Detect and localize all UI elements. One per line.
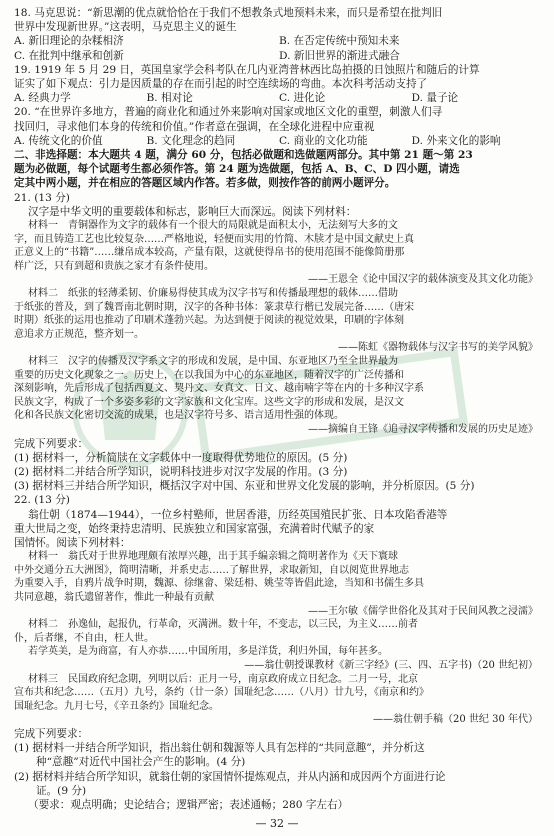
q18-options-row1 xyxy=(14,34,544,48)
q21-material2-line: 材料二 纸张的轻薄柔韧、价廉易得使其成为汉字书写和传播最理想的载体……借助 xyxy=(28,288,398,300)
q21-material1-line: 材料一 青铜器作为文字的载体有一个很大的局限就是面积太小，无法刻写大多的文 xyxy=(28,220,398,232)
q21-requirements-label: 完成下列要求： xyxy=(14,437,89,450)
q20-option-c: C. 商业的文化功能 xyxy=(279,134,368,147)
q21-heading: 21. (13 分) xyxy=(14,191,70,204)
q19-option-a: A. 经典力学 xyxy=(14,92,71,105)
q19-stem-line2: 证实了如下观点：引力是因质量的存在而引起的时空连续场的弯曲。本次科考活动支持了 xyxy=(14,78,428,91)
q21-requirement-1: (1) 据材料一，分析简牍在文字载体中一度取得优势地位的原因。(5 分) xyxy=(14,451,348,464)
section2-heading-line2: 题为必做题，每个试题考生都必须作答。第 24 题为选做题，包括 A、B、C、D 四小题，请选 xyxy=(14,163,460,176)
q21-material3-line: 重要的历史文化现象之一。历史上，在以我国为中心的东亚地区，随着汉字的广泛传播和 xyxy=(14,369,404,381)
q18-option-c: C. 在批判中继承和创新 xyxy=(14,49,124,62)
q22-intro-line: 国情怀。阅读下列材料： xyxy=(14,536,131,549)
q22-intro-line: 重大世局之变，始终秉持忠清明、民族独立和国家富强，充满着时代赋予的家 xyxy=(14,522,375,535)
q21-requirement-2: (2) 据材料二并结合所学知识，说明科技进步对汉字发展的作用。(3 分) xyxy=(14,465,348,478)
q22-material3-source: ——翁仕朝手稿（20 世纪 30 年代） xyxy=(373,714,538,726)
q21-material1-line: 正意义上的“书籍”……缣帛成本较高，产量有限，这就使得帛书的使用范围不能像简册那 xyxy=(14,247,405,259)
q19-stem-line1: 19. 1919 年 5 月 29 日，英国皇家学会科考队在几内亚湾普林西比岛拍摄的日蚀照片和随后的计算 xyxy=(14,63,480,76)
q20-stem-line2: 找回归，寻求他们本身的传统和价值。”作者意在强调，在全球化进程中应重视 xyxy=(14,120,375,133)
q21-material1-line: 字，而且铸造工艺也比较复杂……严格地说，轻便而实用的竹简、木牍才是中国文献史上真 xyxy=(14,233,414,245)
q22-material1-line: 为重要入手，自鸦片战争时期，魏源、徐继畲、梁廷枏、姚莹等皆倡此途，当知和书儒生多具 xyxy=(14,578,424,590)
q21-material2-source: ——陈虹《器物载体与汉字书写的美学风貌》 xyxy=(338,342,538,354)
q21-material2-line: 时期）纸张的运用也推动了印刷术蓬勃兴起。为达到便于阅读的视觉效果，印刷的字体刻 xyxy=(14,315,404,327)
q22-material1-line: 材料一 翁氏对于世界地理颇有浓厚兴趣，出于其手编亲辑之简明著作为《天下寰球 xyxy=(28,551,398,563)
q21-material2-line: 于纸张的普及，到了魏晋南北朝时期，汉字的各种书体：篆隶草行楷已发展完备……（唐宋 xyxy=(14,301,414,313)
q22-material2-source: ——翁仕朝授课教材《新三字经》(三、四、五字书)（20 世纪初） xyxy=(244,659,538,671)
q22-intro-line: 翁仕朝（1874—1944），一位乡村塾师，世居香港，历经英国殖民扩张、日本攻陷香港等 xyxy=(28,508,448,521)
q18-option-d: D. 新旧世界的渐进式融合 xyxy=(279,49,400,62)
q18-stem-line1: 18. 马克思说：“新思潮的优点就恰恰在于我们不想教条式地预料未来，而只是希望在批判旧 xyxy=(14,7,443,19)
q22-requirement-1-cont: 种“意趣”对近代中国社会产生的影响。(4 分) xyxy=(36,756,246,769)
q21-requirement-3: (3) 据材料三并结合所学知识，概括汉字对中国、东亚和世界文化发展的影响，并分析原因。(5 分) xyxy=(14,480,475,493)
q22-material2-line: 若学英美，是为商富，有人亦恭……中国所用，多是洋货，利归外国，每年甚多。 xyxy=(28,646,388,658)
q19-option-c: C. 进化论 xyxy=(279,92,326,105)
q21-material3-line: 深刻影响，先后形成了包括西夏文、契丹文、女真文、日文、越南喃字等在内的十多种汉字系 xyxy=(14,383,424,395)
q22-material1-line: 共同意趣，翁氏遗留著作，惟此一种最有贡献 xyxy=(14,591,214,603)
q22-material3-line: 宣布共和纪念……（五月）九号，条约（廿一条）国耻纪念……（八月）廿九号，《南京和约》 xyxy=(14,687,429,699)
q22-material3-line: 国耻纪念。九月七号，《辛丑条约》国耻纪念。 xyxy=(14,700,219,712)
q22-heading: 22. (13 分) xyxy=(14,494,70,507)
q21-material1-line: 样广泛，只有到超和贵族之家才有条件使用。 xyxy=(14,260,214,272)
q22-material1-source: ——王尔敏《儒学世俗化及其对于民间风教之浸濡》 xyxy=(308,605,538,617)
q22-material2-line: 仆，后者继，不自由，枉人世。 xyxy=(14,632,154,644)
q21-material1-source: ——王恩全《论中国汉字的载体演变及其文化功能》 xyxy=(308,274,538,286)
exam-page xyxy=(14,6,544,812)
section2-heading-line1: 二、非选择题：本大题共 4 题，满分 60 分，包括必做题和选做题两部分。其中第 21 题～第 23 xyxy=(14,149,473,162)
q22-material3-line: 材料三 民国政府纪念期，列明以后：正月一号，南京政府成立日纪念。二月一号，北京 xyxy=(28,673,418,685)
q18-options-row2 xyxy=(14,49,544,63)
page-number: — 32 — xyxy=(255,817,299,830)
q21-intro: 汉字是中华文明的重要载体和标志，影响巨大而深远。阅读下列材料： xyxy=(28,205,357,218)
q19-option-b: B. 相对论 xyxy=(146,92,193,105)
q21-material3-line: 民族文字，构成了一个多姿多彩的文字家族和文化宝库。这些文字的形成和发展，是汉文 xyxy=(14,396,404,408)
q20-option-a: A. 传统文化的价值 xyxy=(14,134,103,147)
q22-requirement-1: (1) 据材料一并结合所学知识，指出翁仕朝和魏源等人具有怎样的“共同意趣”，并分析这 xyxy=(14,742,425,755)
q20-stem-line1: 20. “在世界许多地方，普遍的商业化和通过外来影响对国家或地区文化的重塑，刺激人们寻 xyxy=(14,106,443,119)
q21-material3-source: ——摘编自王锋《追寻汉字传播和发展的历史足迹》 xyxy=(308,423,538,435)
q18-option-a: A. 新旧理论的杂糅相济 xyxy=(14,35,124,48)
q22-requirements-label: 完成下列要求： xyxy=(14,727,89,740)
q22-requirement-2-cont: 证。(9 分) xyxy=(36,784,87,797)
q20-option-d: D. 外来文化的影响 xyxy=(411,134,501,147)
q21-material3-line: 化和各民族文化密切交流的成果，也是汉字符号多、语言适用性强的体现。 xyxy=(14,410,344,422)
q20-option-b: B. 文化理念的趋同 xyxy=(146,134,236,147)
q21-material3-line: 材料三 汉字的传播及汉字系文字的形成和发展，是中国、东亚地区乃至全世界最为 xyxy=(28,355,398,367)
q18-stem-line2: 世界中发现新世界。”这表明，马克思主义的诞生 xyxy=(14,21,237,34)
q22-requirement-2: (2) 据材料并结合所学知识，就翁仕朝的家国情怀提炼观点，并从内涵和成因两个方面进行论 xyxy=(14,770,446,783)
section2-heading-line3: 定其中两小题，并在相应的答题区域内作答。若多做，则按作答的前两小题评分。 xyxy=(14,177,396,190)
q22-requirement-2-note: （要求：观点明确；史论结合；逻辑严密；表述通畅；280 字左右） xyxy=(28,798,349,811)
q22-material2-line: 材料二 孙逸仙，起报仇，行革命，灭满洲。数十年，不变志，以三民，为主义……前者 xyxy=(28,619,418,631)
q21-material2-line: 意追求方正规范，整齐划一。 xyxy=(14,328,144,340)
q19-options xyxy=(14,91,544,105)
q20-options xyxy=(14,134,544,148)
q18-option-b: B. 在否定传统中预知未来 xyxy=(279,35,400,48)
q22-material1-line: 中外交通分五大洲图》，简明清晰，并系史志……了解世界，求取新知，自以阅览世界地志 xyxy=(14,564,409,576)
q19-option-d: D. 量子论 xyxy=(411,92,459,105)
